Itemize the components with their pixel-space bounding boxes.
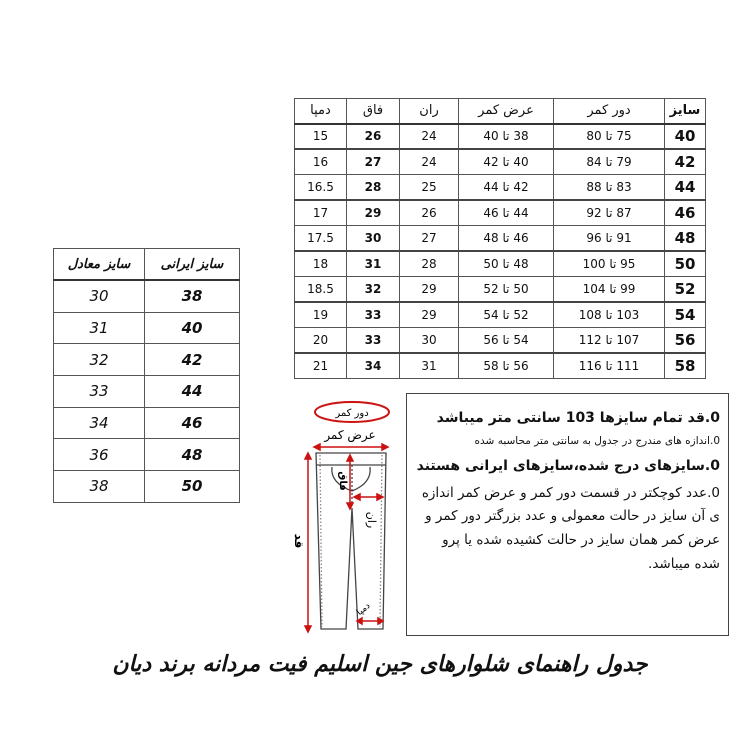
cell-waist-circumference: 99 تا 104: [554, 277, 665, 303]
cell-rise: 26: [347, 124, 400, 150]
equivalent-row: [54, 407, 240, 439]
equivalent-row: [54, 280, 240, 312]
cell-hem: 17.5: [295, 226, 347, 252]
cell-waist-circumference: 75 تا 80: [554, 124, 665, 150]
cell-waist-width: 42 تا 44: [459, 175, 554, 201]
cell-thigh: 29: [400, 277, 459, 303]
cell-waist-width: 56 تا 58: [459, 353, 554, 379]
pants-outline: [316, 453, 386, 629]
cell-thigh: 26: [400, 200, 459, 226]
cell-thigh: 31: [400, 353, 459, 379]
cell-thigh: 30: [400, 328, 459, 354]
notes-box: [406, 393, 729, 636]
cell-waist-width: 38 تا 40: [459, 124, 554, 150]
cell-size: 44: [665, 175, 706, 201]
cell-iranian-size: 38: [145, 280, 240, 312]
size-row: [295, 251, 706, 277]
cell-rise: 29: [347, 200, 400, 226]
cell-waist-circumference: 79 تا 84: [554, 149, 665, 175]
cell-rise: 34: [347, 353, 400, 379]
header-thigh: ران: [400, 99, 459, 124]
equivalent-row: [54, 439, 240, 471]
cell-waist-circumference: 83 تا 88: [554, 175, 665, 201]
cell-waist-width: 44 تا 46: [459, 200, 554, 226]
header-equivalent-size: سایز معادل: [54, 249, 145, 281]
cell-hem: 18: [295, 251, 347, 277]
thigh-arrow: [354, 494, 383, 500]
cell-size: 54: [665, 302, 706, 328]
cell-waist-circumference: 91 تا 96: [554, 226, 665, 252]
cell-size: 58: [665, 353, 706, 379]
equivalent-row: [54, 376, 240, 408]
cell-thigh: 24: [400, 124, 459, 150]
size-chart-body: [295, 124, 706, 379]
cell-iranian-size: 44: [145, 376, 240, 408]
diagram-label-hem: دمپا: [355, 601, 373, 618]
diagram-label-waist-width: عرض کمر: [324, 428, 376, 442]
cell-waist-width: 50 تا 52: [459, 277, 554, 303]
cell-thigh: 27: [400, 226, 459, 252]
cell-equivalent-size: 36: [54, 439, 145, 471]
note-waist-explanation: 0.عدد کوچکتر در قسمت دور کمر و عرض کمر اندازه ی آن سایز در حالت معمولی و عدد بزرگتر دور کمر و عرض کمر همان سایز در حالت کشیده شده یا پرو شده میباشد.: [421, 484, 720, 572]
cell-iranian-size: 46: [145, 407, 240, 439]
equivalent-row: [54, 344, 240, 376]
pants-measurement-diagram: [270, 393, 410, 638]
cell-waist-circumference: 87 تا 92: [554, 200, 665, 226]
cell-rise: 27: [347, 149, 400, 175]
header-waist-width: عرض کمر: [459, 99, 554, 124]
diagram-label-length: قد: [292, 533, 306, 549]
cell-iranian-size: 50: [145, 471, 240, 503]
cell-waist-width: 48 تا 50: [459, 251, 554, 277]
cell-equivalent-size: 34: [54, 407, 145, 439]
equivalent-row: [54, 471, 240, 503]
cell-equivalent-size: 38: [54, 471, 145, 503]
cell-equivalent-size: 30: [54, 280, 145, 312]
cell-hem: 19: [295, 302, 347, 328]
cell-thigh: 29: [400, 302, 459, 328]
cell-hem: 18.5: [295, 277, 347, 303]
cell-iranian-size: 40: [145, 312, 240, 344]
cell-iranian-size: 42: [145, 344, 240, 376]
size-row: [295, 277, 706, 303]
note-iranian-sizes: 0.سایزهای درج شده،سایزهای ایرانی هستند: [416, 457, 720, 474]
cell-waist-circumference: 111 تا 116: [554, 353, 665, 379]
cell-hem: 20: [295, 328, 347, 354]
header-iranian-size: سایز ایرانی: [145, 249, 240, 281]
cell-thigh: 24: [400, 149, 459, 175]
note-length: 0.قد تمام سایزها 103 سانتی متر میباشد: [436, 410, 720, 426]
footer-title: جدول راهنمای شلوارهای جین اسلیم فیت مردانه برند دیان: [112, 652, 648, 677]
equivalent-row: [54, 312, 240, 344]
diagram-label-rise: فاق: [337, 471, 348, 491]
cell-equivalent-size: 32: [54, 344, 145, 376]
cell-hem: 21: [295, 353, 347, 379]
cell-equivalent-size: 33: [54, 376, 145, 408]
cell-hem: 15: [295, 124, 347, 150]
note-units: 0.اندازه های مندرج در جدول به سانتی متر محاسبه شده: [474, 435, 720, 448]
equivalent-size-body: [54, 280, 240, 502]
size-row: [295, 200, 706, 226]
cell-iranian-size: 48: [145, 439, 240, 471]
equivalent-size-table: [53, 248, 240, 503]
diagram-label-waist-circumference: دور کمر: [335, 408, 369, 419]
cell-waist-circumference: 107 تا 112: [554, 328, 665, 354]
cell-waist-circumference: 103 تا 108: [554, 302, 665, 328]
equivalent-header-row: [54, 249, 240, 281]
cell-rise: 33: [347, 328, 400, 354]
cell-waist-width: 54 تا 56: [459, 328, 554, 354]
waist-width-arrow: [314, 444, 388, 450]
cell-rise: 28: [347, 175, 400, 201]
cell-thigh: 28: [400, 251, 459, 277]
cell-size: 42: [665, 149, 706, 175]
hem-arrow: [357, 618, 383, 624]
cell-size: 40: [665, 124, 706, 150]
header-rise: فاق: [347, 99, 400, 124]
cell-waist-width: 52 تا 54: [459, 302, 554, 328]
size-row: [295, 353, 706, 379]
cell-size: 52: [665, 277, 706, 303]
size-row: [295, 149, 706, 175]
size-row: [295, 175, 706, 201]
cell-size: 56: [665, 328, 706, 354]
cell-hem: 16: [295, 149, 347, 175]
cell-thigh: 25: [400, 175, 459, 201]
cell-equivalent-size: 31: [54, 312, 145, 344]
cell-rise: 32: [347, 277, 400, 303]
header-waist-circumference: دور کمر: [554, 99, 665, 124]
size-chart-table: [294, 98, 706, 379]
size-chart-header-row: [295, 99, 706, 124]
cell-size: 50: [665, 251, 706, 277]
cell-rise: 33: [347, 302, 400, 328]
cell-hem: 16.5: [295, 175, 347, 201]
cell-size: 46: [665, 200, 706, 226]
diagram-label-thigh: ران: [365, 511, 378, 529]
header-size: سایز: [665, 99, 706, 124]
cell-hem: 17: [295, 200, 347, 226]
cell-rise: 30: [347, 226, 400, 252]
size-row: [295, 328, 706, 354]
cell-waist-circumference: 95 تا 100: [554, 251, 665, 277]
size-row: [295, 302, 706, 328]
size-row: [295, 124, 706, 150]
cell-size: 48: [665, 226, 706, 252]
cell-waist-width: 40 تا 42: [459, 149, 554, 175]
cell-rise: 31: [347, 251, 400, 277]
header-hem: دمپا: [295, 99, 347, 124]
cell-waist-width: 46 تا 48: [459, 226, 554, 252]
size-row: [295, 226, 706, 252]
